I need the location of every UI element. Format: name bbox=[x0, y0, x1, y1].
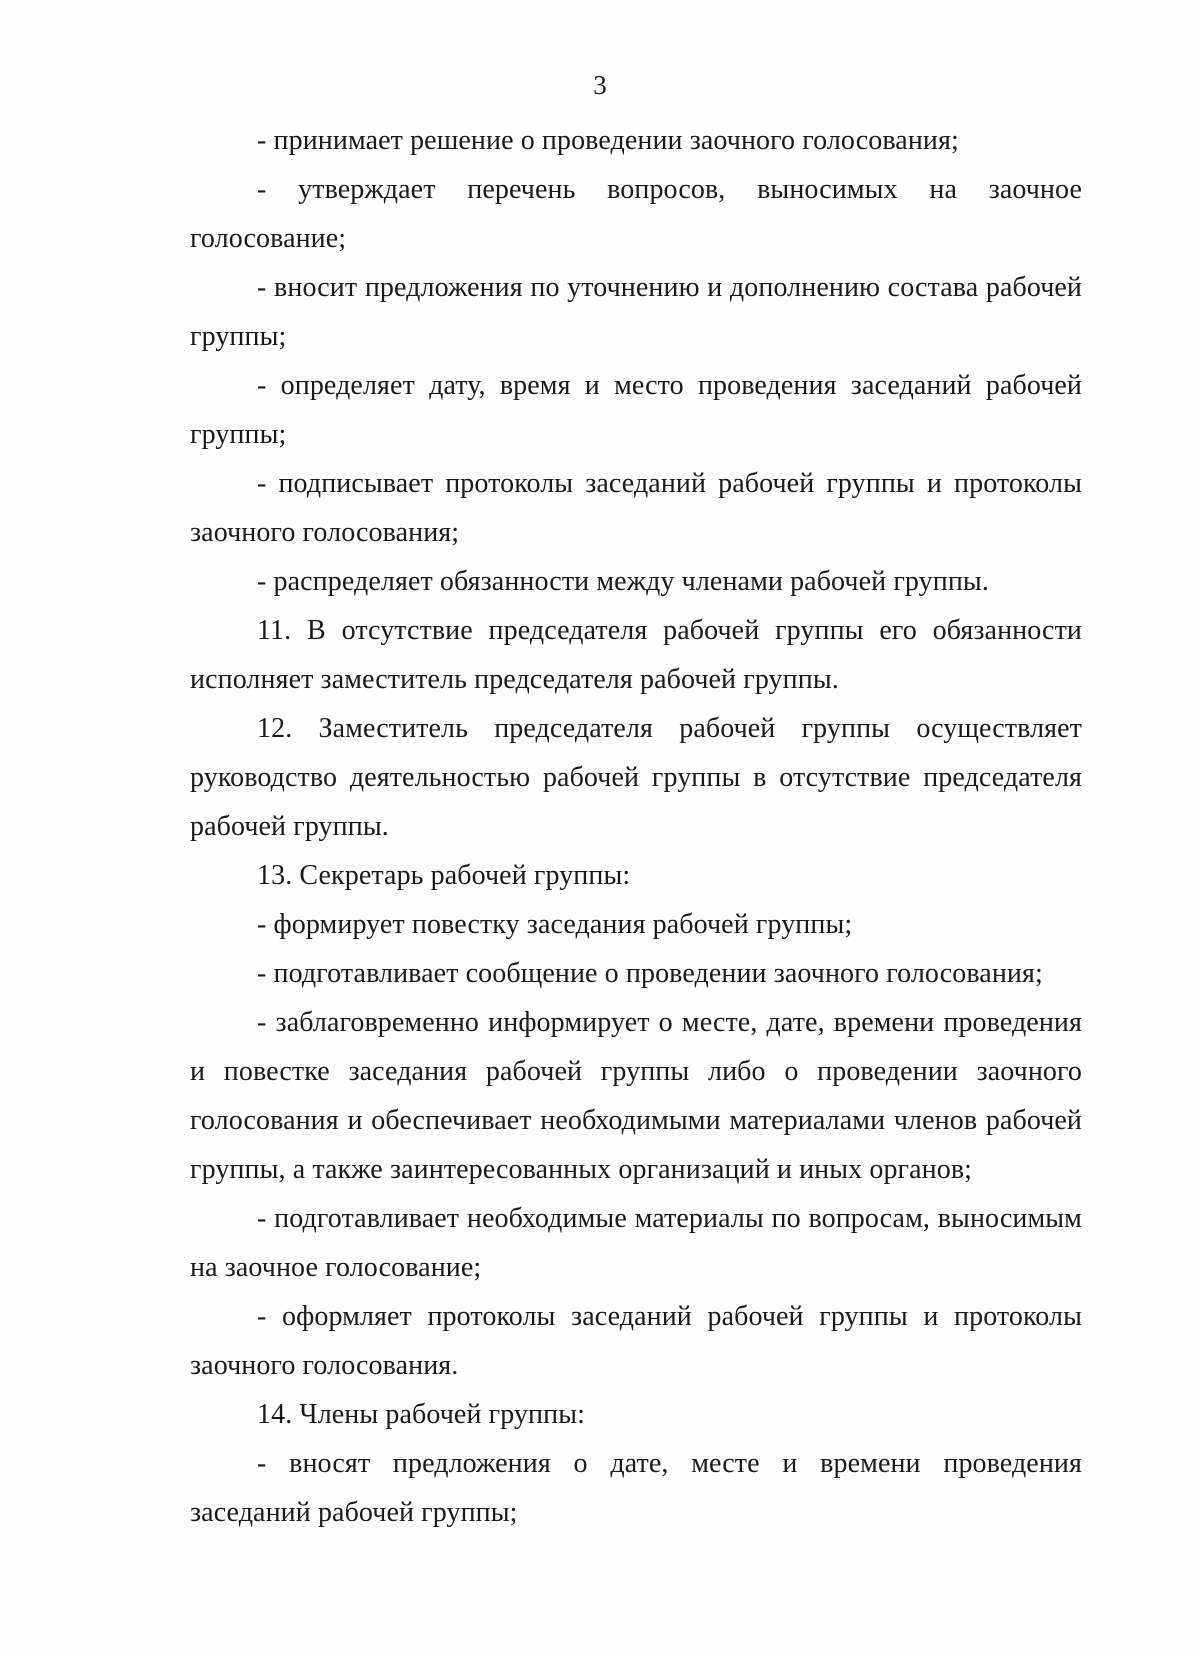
paragraph-13: - подготавливает необходимые материалы по вопросам, выносимым на заочное голосование; bbox=[190, 1203, 1082, 1283]
paragraph-2: - утверждает перечень вопросов, выносимых на заочное голосование; bbox=[190, 174, 1082, 254]
paragraph-7: 11. В отсутствие председателя рабочей группы его обязанности исполняет заместитель председателя рабочей группы. bbox=[190, 615, 1082, 695]
paragraph-9: 13. Секретарь рабочей группы: bbox=[257, 860, 631, 891]
paragraph-11: - подготавливает сообщение о проведении заочного голосования; bbox=[257, 958, 1043, 989]
paragraph-14: - оформляет протоколы заседаний рабочей группы и протоколы заочного голосования. bbox=[190, 1301, 1082, 1381]
document-body bbox=[190, 116, 1082, 1537]
paragraph-4: - определяет дату, время и место проведения заседаний рабочей группы; bbox=[190, 370, 1082, 450]
paragraph-8: 12. Заместитель председателя рабочей группы осуществляет руководство деятельностью рабочей группы в отсутствие председателя рабочей группы. bbox=[190, 713, 1082, 842]
paragraph-10: - формирует повестку заседания рабочей группы; bbox=[257, 909, 853, 940]
paragraph-1: - принимает решение о проведении заочного голосования; bbox=[257, 125, 959, 156]
paragraph-6: - распределяет обязанности между членами рабочей группы. bbox=[257, 566, 989, 597]
paragraph-5: - подписывает протоколы заседаний рабочей группы и протоколы заочного голосования; bbox=[190, 468, 1082, 548]
paragraph-15: 14. Члены рабочей группы: bbox=[257, 1399, 586, 1430]
page-number: 3 bbox=[593, 70, 607, 100]
paragraph-12: - заблаговременно информирует о месте, дате, времени проведения и повестке заседания рабочей группы либо о проведении заочного голосования и обеспечивает необходимыми материалами членов рабочей группы, а также заинтересованных организаций и иных органов; bbox=[190, 1007, 1082, 1185]
paragraph-3: - вносит предложения по уточнению и дополнению состава рабочей группы; bbox=[190, 272, 1082, 352]
paragraph-16: - вносят предложения о дате, месте и времени проведения заседаний рабочей группы; bbox=[190, 1448, 1082, 1528]
